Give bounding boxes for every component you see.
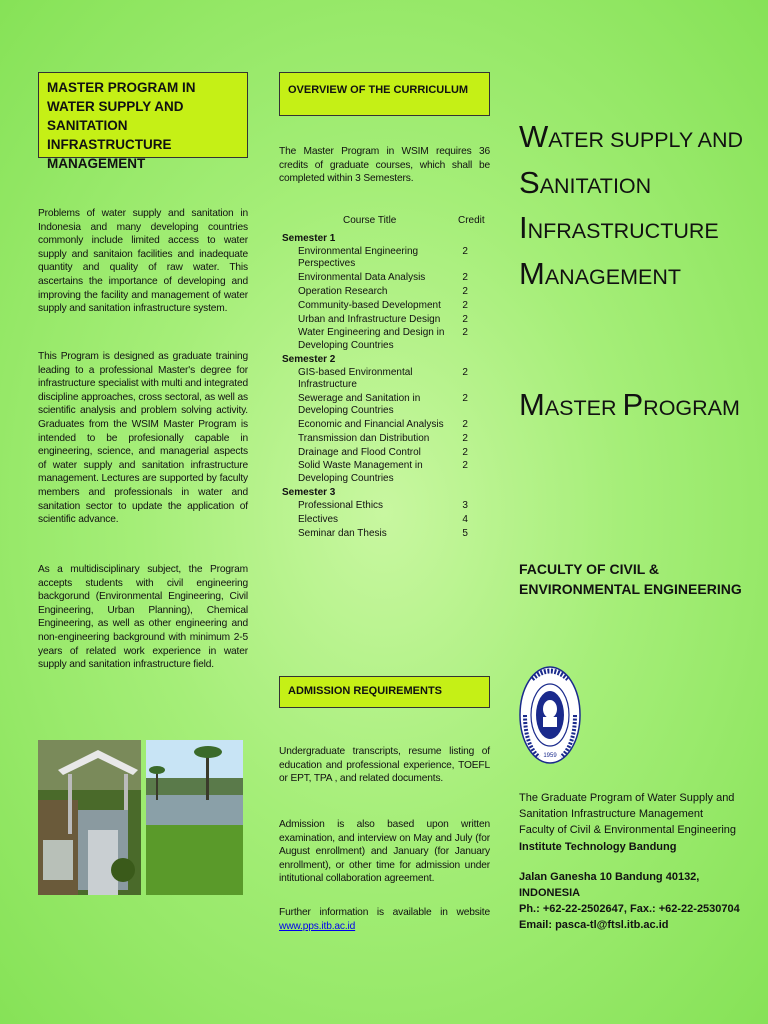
course-credit: 2 [462, 419, 468, 430]
title-line: MANAGEMENT [519, 255, 682, 291]
admission-background-paragraph: As a multidisciplinary subject, the Program accepts students with civil engineering backgorund (Environmental Engineering, Civil Engineering, Urban Planning), Chemical Engineering, as well as other engineering and non-engineering background with minimum 2-5 years of related work experience in water supply and sanitation infrastructure field. [38, 564, 248, 671]
title-line: INFRASTRUCTURE [519, 210, 719, 245]
course-title: Community-based Development [298, 299, 441, 311]
curriculum-overview-text: The Master Program in WSIM requires 36 credits of graduate courses, which shall be completed within 3 Semesters. [279, 146, 490, 185]
course-row [282, 314, 482, 326]
further-info-line: Further information is available in website [279, 907, 490, 918]
problem-paragraph: Problems of water supply and sanitation in Indonesia and many developing countries commonly include limited access to water supply and sanitaion facilities and inadequate quantity and quality of raw water. This ascertains the importance of developing and improving the facility and management of water supply and sanitation infrastructure system. [38, 208, 248, 315]
course-credit: 2 [462, 286, 468, 297]
website-link[interactable]: www.pps.itb.ac.id [279, 920, 356, 932]
email[interactable]: Email: pasca-tl@ftsl.itb.ac.id [519, 919, 669, 932]
faculty-line: ENVIRONMENTAL ENGINEERING [519, 581, 742, 597]
semester-label: Semester 2 [282, 353, 336, 365]
course-credit: 2 [462, 272, 468, 284]
course-row [282, 419, 482, 431]
program-header-line: WATER SUPPLY AND SANITATION [47, 99, 184, 133]
contact-line: The Graduate Program of Water Supply and [519, 792, 735, 804]
course-row [282, 367, 482, 391]
course-credit: 2 [462, 367, 468, 378]
course-title: Professional Ethics [298, 500, 384, 511]
program-design-paragraph: This Program is designed as graduate training leading to a professional Master's degree for infrastructure specialist with multi and integrated discipline approaches, cross sectoral, as well as scientific analysis and problem solving activity. Graduates from the WSIM Master Program is intended to be profesionally capable in engineering, science, and managerial aspects of water supply and sanitation infrastructure management. Lectures are supported by faculty members and professionals in water and sanitation sector to update the application of scientific advance. [38, 351, 248, 526]
title-line: SANITATION [519, 164, 652, 200]
course-title: GIS-based Environmental Infrastructure [298, 367, 413, 391]
institute-name: Institute Technology Bandung [519, 840, 677, 853]
course-row [282, 433, 482, 445]
course-title: Economic and Financial Analysis [298, 419, 444, 430]
course-title: Drainage and Flood Control [298, 446, 421, 458]
contact-line: Faculty of Civil & Environmental Engineering [519, 824, 737, 837]
pond-landscape-photo [146, 740, 243, 895]
course-credit: 2 [462, 446, 468, 458]
contact-line: Sanitation Infrastructure Management [519, 808, 704, 821]
course-row [282, 460, 482, 484]
course-credit: 4 [462, 513, 468, 525]
course-row [282, 300, 482, 312]
course-row [282, 500, 482, 512]
course-credit: 2 [462, 246, 468, 258]
course-credit: 2 [462, 393, 468, 404]
course-credit: 2 [462, 299, 468, 311]
itb-seal-logo [519, 665, 581, 765]
course-row [282, 447, 482, 459]
admission-exam-text: Admission is also based upon written examination, and interview on May and July (for August enrollment) and January (for January enrollment), or other time for admission under intitutional collaboration agreement. [279, 819, 490, 885]
course-title: Sewerage and Sanitation in Developing Countries [298, 393, 421, 417]
course-row [282, 286, 482, 298]
course-title: Urban and Infrastructure Design [298, 313, 441, 325]
course-title: Water Engineering and Design in Developing Countries [298, 327, 445, 351]
course-title: Operation Research [298, 286, 388, 297]
course-row [282, 272, 482, 284]
phone-fax: Ph.: +62-22-2502647, Fax.: +62-22-2530704 [519, 903, 740, 916]
course-table [282, 215, 485, 541]
course-title: Electives [298, 513, 339, 525]
semester-label: Semester 3 [282, 486, 336, 498]
course-row [282, 528, 482, 540]
course-title: Seminar dan Thesis [298, 527, 387, 539]
faculty-line: FACULTY OF CIVIL & [519, 561, 660, 577]
course-table-header [282, 215, 485, 231]
program-header-line: MASTER PROGRAM IN [47, 80, 196, 95]
brochure-title [519, 119, 744, 306]
faculty-name [519, 559, 742, 599]
course-title-header: Course Title [343, 215, 397, 226]
admission-header-box: ADMISSION REQUIREMENTS [279, 676, 490, 708]
course-row [282, 327, 482, 351]
course-credit: 2 [462, 432, 468, 444]
semester-label: Semester 1 [282, 233, 336, 244]
program-header-box [38, 72, 248, 171]
course-row [282, 246, 482, 270]
course-credit: 2 [462, 327, 468, 339]
course-title: Environmental Engineering Perspectives [298, 246, 419, 270]
master-program-title: MASTER PROGRAM [519, 387, 740, 422]
further-info-text [279, 906, 490, 933]
credit-header: Credit [458, 215, 485, 226]
title-line: WATER SUPPLY AND [519, 119, 744, 154]
seal-year: 1959 [543, 753, 557, 759]
course-row [282, 393, 482, 417]
course-credit: 2 [462, 313, 468, 325]
admission-documents-text: Undergraduate transcripts, resume listing of education and professional experience, TOEFL or EPT, TPA , and related documents. [279, 746, 490, 785]
course-credit: 2 [462, 460, 468, 472]
course-title: Solid Waste Management in Developing Countries [298, 460, 423, 484]
contact-block [519, 790, 749, 934]
address: Jalan Ganesha 10 Bandung 40132, INDONESIA [519, 870, 700, 900]
water-facility-photo [38, 740, 141, 895]
course-title: Environmental Data Analysis [298, 272, 426, 284]
course-credit: 5 [462, 527, 468, 539]
course-row [282, 514, 482, 526]
curriculum-header-box: OVERVIEW OF THE CURRICULUM [279, 72, 490, 116]
course-credit: 3 [462, 500, 468, 511]
course-title: Transmission dan Distribution [298, 432, 430, 444]
program-header-line: INFRASTRUCTURE MANAGEMENT [47, 137, 172, 171]
